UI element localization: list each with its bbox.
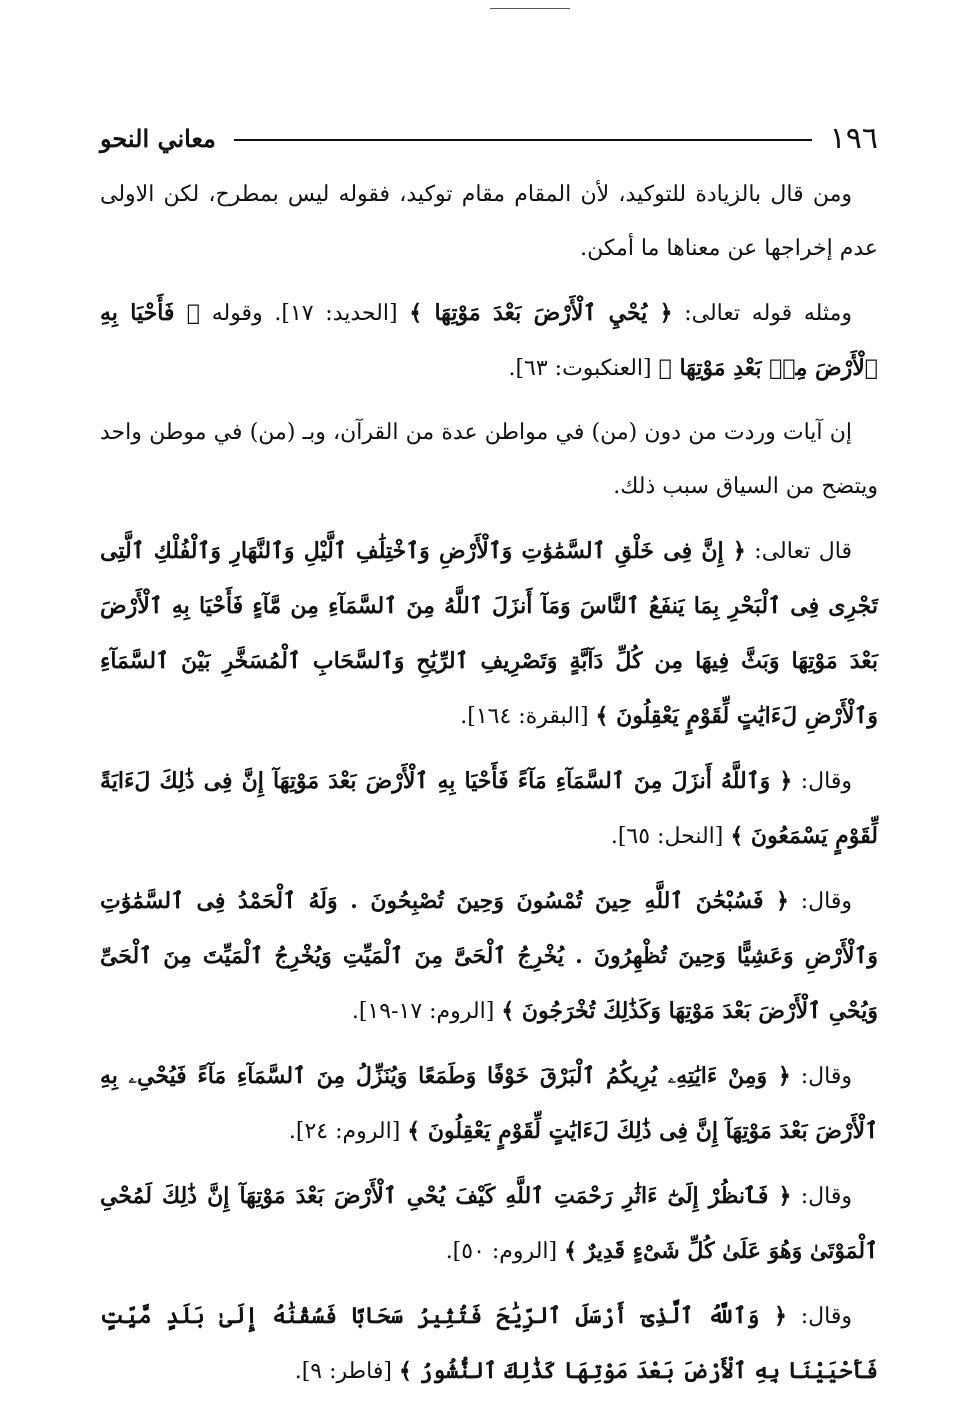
top-rule: [490, 8, 570, 9]
paragraph-text: ومثله قوله تعالى:: [672, 301, 852, 326]
paragraph: [100, 406, 878, 514]
quran-quote: ﴿ فَٱنظُرْ إِلَىٰٓ ءَاثَٰرِ رَحْمَتِ ٱللَّهِ كَيْفَ يُحْىِ ٱلْأَرْضَ بَعْدَ مَوْتِهَآ إِنَّ ذَٰلِكَ لَمُحْىِ ٱلْمَوْتَىٰ وَهُوَ عَلَىٰ كُلِّ شَىْءٍ قَدِيرٌ ﴾: [100, 1183, 878, 1264]
paragraph-text: [الروم: ٢٤].: [288, 1119, 408, 1144]
page-body: [100, 168, 878, 1409]
paragraph-text: [الحديد: ١٧]. وقوله: [200, 301, 410, 326]
quran-quote: ﴿ يُحْيِ ٱلْأَرْضَ بَعْدَ مَوْتِهَا ﴾: [409, 300, 673, 326]
paragraph: [100, 874, 878, 1039]
header-rule: [234, 139, 812, 141]
paragraph-text: وقال:: [788, 889, 853, 914]
paragraph: [100, 286, 878, 396]
paragraph-text: [العنكبوت: ٦٣].: [508, 356, 659, 381]
paragraph-text: [البقرة: ١٦٤].: [460, 704, 596, 729]
quran-quote: ﴿ إِنَّ فِى خَلْقِ ٱلسَّمَٰوَٰتِ وَٱلْأَرْضِ وَٱخْتِلَٰفِ ٱلَّيْلِ وَٱلنَّهَارِ وَٱلْفُلْكِ ٱلَّتِى تَجْرِى فِى ٱلْبَحْرِ بِمَا يَنفَعُ ٱلنَّاسَ وَمَآ أَنزَلَ ٱللَّهُ مِنَ ٱلسَّمَآءِ مِن مَّآءٍ فَأَحْيَا بِهِ ٱلْأَرْضَ بَعْدَ مَوْتِهَا وَبَثَّ فِيهَا مِن كُلِّ دَآبَّةٍ وَتَصْرِيفِ ٱلرِّيَٰحِ وَٱلسَّحَابِ ٱلْمُسَخَّرِ بَيْنَ ٱلسَّمَآءِ وَٱلْأَرْضِ لَءَايَٰتٍ لِّقَوْمٍ يَعْقِلُونَ ﴾: [100, 538, 878, 729]
quran-quote: ﴿ وَٱللَّهُ ٱلَّذِىٓ أَرْسَلَ ٱلرِّيَٰحَ فَتُثِيرُ سَحَابًا فَسُقْنَٰهُ إِلَىٰ بَلَدٍ مَّيِّتٍ فَأَحْيَيْنَا بِهِ ٱلْأَرْضَ بَعْدَ مَوْتِهَا كَذَٰلِكَ ٱلنُّشُورُ ﴾: [100, 1303, 878, 1384]
paragraph-text: قال تعالى:: [745, 539, 852, 564]
paragraph: [100, 524, 878, 744]
paragraph: [100, 1169, 878, 1279]
paragraph: [100, 1289, 878, 1399]
paragraph-text: [الروم: ٥٠].: [445, 1239, 565, 1264]
paragraph-text: وقال:: [792, 769, 852, 794]
quran-quote: ﴿ فَسُبْحَٰنَ ٱللَّهِ حِينَ تُمْسُونَ وَحِينَ تُصْبِحُونَ . وَلَهُ ٱلْحَمْدُ فِى ٱلسَّمَٰوَٰتِ وَٱلْأَرْضِ وَعَشِيًّا وَحِينَ تُظْهِرُونَ . يُخْرِجُ ٱلْحَىَّ مِنَ ٱلْمَيِّتِ وَيُخْرِجُ ٱلْمَيِّتَ مِنَ ٱلْحَىِّ وَيُحْىِ ٱلْأَرْضَ بَعْدَ مَوْتِهَا وَكَذَٰلِكَ تُخْرَجُونَ ﴾: [100, 888, 878, 1024]
paragraph-text: وقال:: [786, 1304, 853, 1329]
paragraph: [100, 1049, 878, 1159]
paragraph-text: [النحل: ٦٥].: [610, 824, 731, 849]
paragraph-text: [فاطر: ٩].: [294, 1359, 399, 1384]
paragraph: [100, 754, 878, 864]
quran-quote: ﴿ فَأَحْيَا بِهِ ٱلْأَرْضَ مِنۢ بَعْدِ مَوْتِهَا ﴾: [100, 300, 878, 381]
running-title: معاني النحو: [100, 123, 216, 153]
page-number: ١٩٦: [829, 120, 878, 156]
paragraph: [100, 168, 878, 276]
quran-quote: ﴿ وَمِنْ ءَايَٰتِهِۦ يُرِيكُمُ ٱلْبَرْقَ خَوْفًا وَطَمَعًا وَيُنَزِّلُ مِنَ ٱلسَّمَآءِ مَآءً فَيُحْىِۦ بِهِ ٱلْأَرْضَ بَعْدَ مَوْتِهَآ إِنَّ فِى ذَٰلِكَ لَءَايَٰتٍ لِّقَوْمٍ يَعْقِلُونَ ﴾: [100, 1063, 878, 1144]
paragraph-text: وقال:: [790, 1064, 853, 1089]
paragraph-text: [الروم: ١٧-١٩].: [351, 999, 502, 1024]
paragraph-text: إن آيات وردت من دون (من) في مواطن عدة من القرآن، وبـ (من) في موطن واحد ويتضح من السياق سبب ذلك.: [100, 420, 878, 499]
paragraph-text: وقال:: [791, 1184, 853, 1209]
page-header: [100, 118, 878, 158]
paragraph-text: ومن قال بالزيادة للتوكيد، لأن المقام مقام توكيد، فقوله ليس بمطرح، لكن الاولى عدم إخراجها عن معناها ما أمكن.: [100, 182, 878, 261]
quran-quote: ﴿ وَٱللَّهُ أَنزَلَ مِنَ ٱلسَّمَآءِ مَآءً فَأَحْيَا بِهِ ٱلْأَرْضَ بَعْدَ مَوْتِهَآ إِنَّ فِى ذَٰلِكَ لَءَايَةً لِّقَوْمٍ يَسْمَعُونَ ﴾: [100, 768, 878, 849]
